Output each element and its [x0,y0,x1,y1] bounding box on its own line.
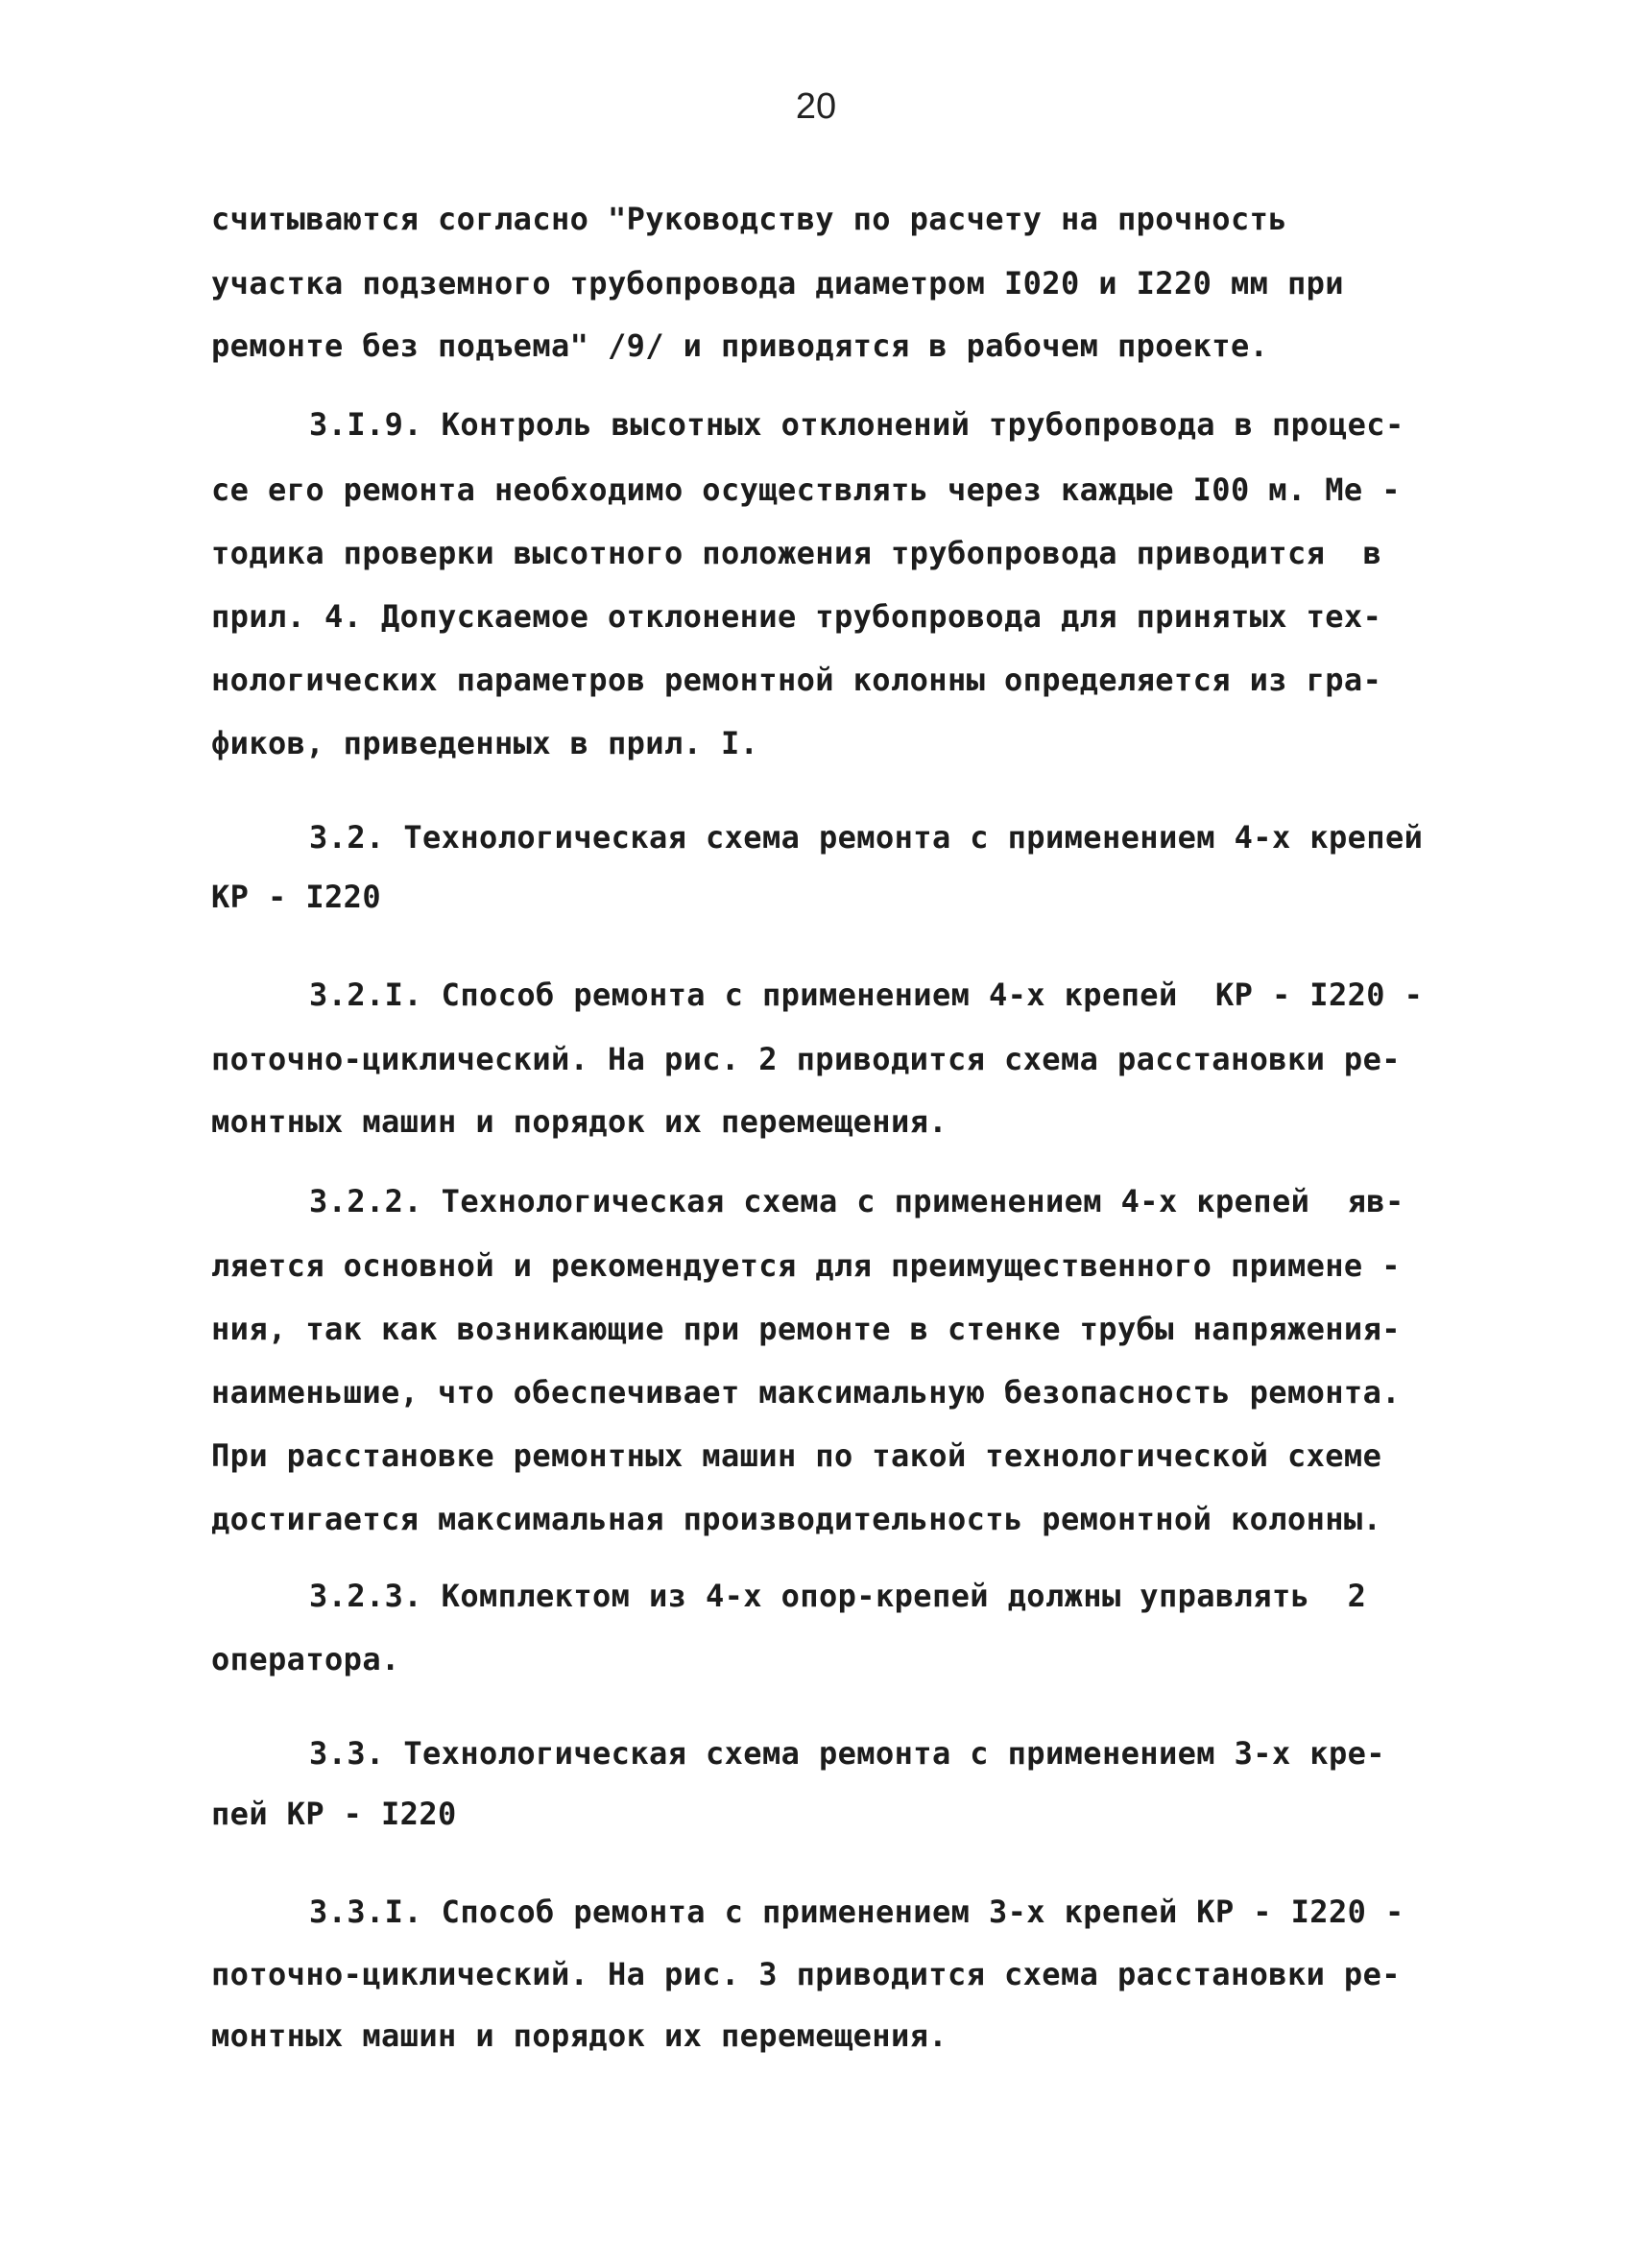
text-line: прил. 4. Допускаемое отклонение трубопровода для принятых тех- [211,598,1382,635]
section-heading: пей КР - I220 [211,1796,457,1832]
page-number: 20 [795,86,837,127]
text-line: ния, так как возникающие при ремонте в стенке трубы напряжения- [211,1311,1401,1347]
section-heading: 3.2. Технологическая схема ремонта с применением 4-х крепей [309,819,1424,856]
section-heading: КР - I220 [211,879,381,915]
text-line: се его ремонта необходимо осуществлять через каждые I00 м. Ме - [211,471,1401,508]
text-line: 3.3.I. Способ ремонта с применением 3-х крепей КР - I220 - [309,1894,1404,1930]
text-line: При расстановке ремонтных машин по такой технологической схеме [211,1437,1382,1474]
text-line: монтных машин и порядок их перемещения. [211,2017,948,2054]
text-line: наименьшие, что обеспечивает максимальную безопасность ремонта. [211,1374,1401,1411]
text-line: считываются согласно "Руководству по расчету на прочность [211,201,1287,237]
text-line: фиков, приведенных в прил. I. [211,725,759,761]
text-line: 3.2.I. Способ ремонта с применением 4-х крепей КР - I220 - [309,977,1424,1013]
text-line: нологических параметров ремонтной колонны определяется из гра- [211,662,1382,698]
text-line: 3.I.9. Контроль высотных отклонений трубопровода в процес- [309,406,1404,443]
text-line: монтных машин и порядок их перемещения. [211,1103,948,1140]
section-heading: 3.3. Технологическая схема ремонта с применением 3-х кре- [309,1735,1385,1772]
text-line: ремонте без подъема" /9/ и приводятся в рабочем проекте. [211,327,1269,364]
text-line: 3.2.3. Комплектом из 4-х опор-крепей должны управлять 2 [309,1578,1367,1614]
text-line: достигается максимальная производительность ремонтной колонны. [211,1501,1382,1537]
text-line: ляется основной и рекомендуется для преимущественного примене - [211,1247,1401,1284]
text-line: тодика проверки высотного положения трубопровода приводится в [211,535,1382,571]
text-line: оператора. [211,1641,400,1677]
text-line: поточно-циклический. На рис. 3 приводится схема расстановки ре- [211,1956,1401,1992]
text-line: 3.2.2. Технологическая схема с применением 4-х крепей яв- [309,1183,1404,1219]
text-line: участка подземного трубопровода диаметром I020 и I220 мм при [211,265,1344,302]
text-line: поточно-циклический. На рис. 2 приводится схема расстановки ре- [211,1041,1401,1077]
